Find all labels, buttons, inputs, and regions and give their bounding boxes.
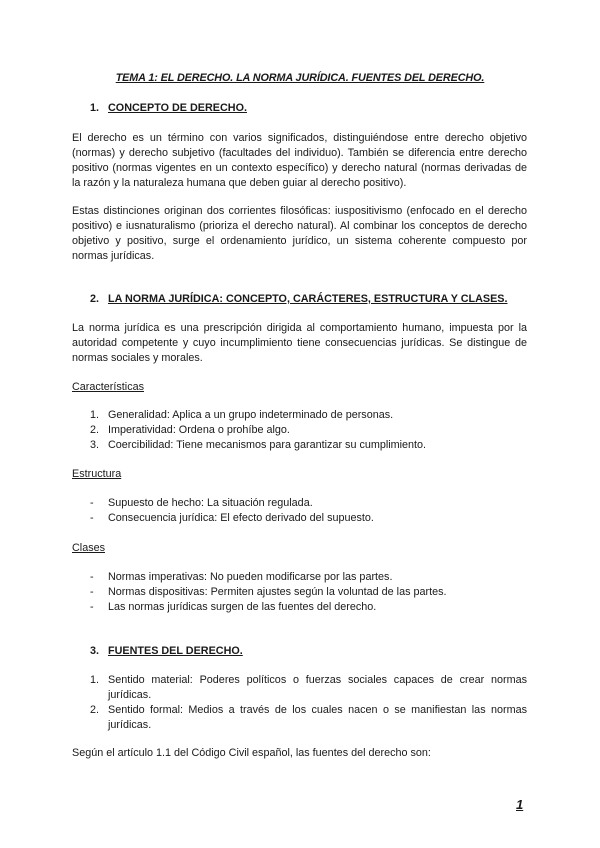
section-1-paragraph-2: Estas distinciones originan dos corrientes filosóficas: iuspositivismo (enfocado en el derecho positivo) e iusnaturalismo (prioriza el derecho natural). Al combinar los conceptos de derecho objetivo y positivo, surge el ordenamiento jurídico, un sistema coherente compuesto por normas jurídicas. [72,205,527,262]
section-2-intro: La norma jurídica es una prescripción dirigida al comportamiento humano, impuesta por la autoridad competente y cuyo incumplimiento tiene consecuencias jurídicas. Se distingue de normas sociales y morales. [72,322,527,364]
list-item [72,570,527,585]
page-number: 1 [516,797,524,812]
list-marker: 2. [90,424,100,436]
list-item-text: Las normas jurídicas surgen de las fuentes del derecho. [108,601,377,613]
section-1-number: 1. [90,102,100,114]
list-item [72,585,527,600]
section-1-title: CONCEPTO DE DERECHO. [108,102,247,114]
estructura-label: Estructura [72,468,122,480]
document-title: TEMA 1: EL DERECHO. LA NORMA JURÍDICA. FUENTES DEL DERECHO. [115,72,485,84]
caracteristicas-label: Características [72,381,144,393]
section-3-closing: Según el artículo 1.1 del Código Civil español, las fuentes del derecho son: [72,747,431,759]
list-item-text: Generalidad: Aplica a un grupo indeterminado de personas. [108,409,394,421]
fuentes-list [72,673,527,733]
list-item [72,703,527,733]
clases-label: Clases [72,542,106,554]
section-2-number: 2. [90,293,100,305]
estructura-list [72,496,527,526]
list-marker: - [90,601,94,613]
list-item [72,408,527,423]
list-item [72,511,527,526]
list-item [72,673,527,703]
section-2-title: LA NORMA JURÍDICA: CONCEPTO, CARÁCTERES, ESTRUCTURA Y CLASES. [108,293,508,305]
list-marker: - [90,586,94,598]
list-item [72,496,527,511]
list-item-text: Supuesto de hecho: La situación regulada. [108,497,313,509]
list-item [72,423,527,438]
list-item-text: Imperatividad: Ordena o prohíbe algo. [108,424,290,436]
section-3-title: FUENTES DEL DERECHO. [108,645,243,657]
list-marker: - [90,571,94,583]
list-item-text: Sentido material: Poderes políticos o fuerzas sociales capaces de crear normas jurídicas. [108,674,527,701]
list-marker: 3. [90,439,100,451]
list-item-text: Normas imperativas: No pueden modificarse por las partes. [108,571,393,583]
list-marker: 1. [90,674,100,686]
list-item-text: Normas dispositivas: Permiten ajustes según la voluntad de las partes. [108,586,447,598]
list-item-text: Coercibilidad: Tiene mecanismos para garantizar su cumplimiento. [108,439,427,451]
list-marker: - [90,512,94,524]
list-marker: - [90,497,94,509]
clases-list [72,570,527,615]
caracteristicas-list [72,408,527,453]
list-item-text: Sentido formal: Medios a través de los cuales nacen o se manifiestan las normas jurídicas. [108,704,527,731]
list-item [72,438,527,453]
section-1-paragraph-1: El derecho es un término con varios significados, distinguiéndose entre derecho objetivo (normas) y derecho subjetivo (facultades del individuo). También se diferencia entre derecho positivo (normas vigentes en un contexto específico) y derecho natural (normas derivadas de la razón y la naturaleza humana que deben guiar al derecho positivo). [72,132,527,189]
section-3-number: 3. [90,645,100,657]
list-item-text: Consecuencia jurídica: El efecto derivado del supuesto. [108,512,374,524]
list-item [72,600,527,615]
list-marker: 1. [90,409,100,421]
list-marker: 2. [90,704,100,716]
